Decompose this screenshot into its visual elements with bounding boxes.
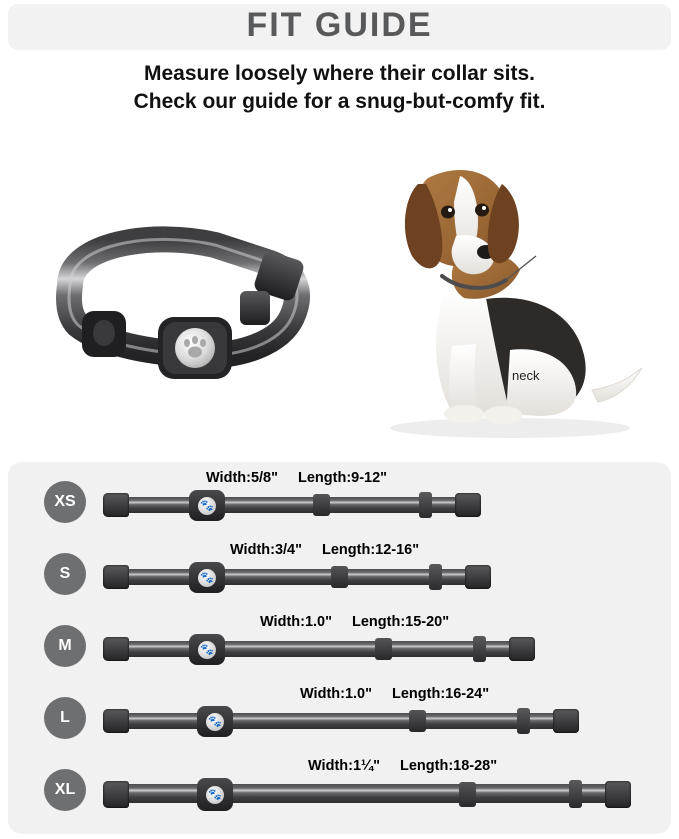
size-badge: XS (44, 481, 86, 523)
dog-photo (360, 140, 660, 440)
size-badge: S (44, 553, 86, 595)
length-label: Length:12-16" (322, 542, 420, 558)
paw-icon: 🐾 (198, 569, 216, 587)
hero-section (0, 130, 679, 450)
width-label: Width:1.0" (260, 614, 332, 630)
size-specs (230, 542, 419, 558)
size-chart-panel (8, 462, 671, 834)
size-specs (260, 614, 449, 630)
paw-icon: 🐾 (206, 713, 224, 731)
width-label: Width:5/8" (206, 470, 278, 486)
size-badge: M (44, 625, 86, 667)
size-specs (300, 686, 489, 702)
width-label: Width:3/4" (230, 542, 302, 558)
collar-illustration (103, 708, 593, 734)
size-badge: XL (44, 769, 86, 811)
table-row[interactable] (8, 686, 671, 752)
paw-icon: 🐾 (198, 641, 216, 659)
length-label: Length:9-12" (298, 470, 388, 486)
collar-product-image (40, 225, 330, 405)
table-row[interactable] (8, 542, 671, 608)
size-specs (308, 758, 497, 774)
length-label: Length:18-28" (400, 758, 498, 774)
width-label: Width:1¼" (308, 758, 380, 774)
collar-illustration (103, 564, 503, 590)
neck-annotation-label: neck (512, 368, 540, 383)
collar-illustration (103, 780, 648, 810)
paw-icon: 🐾 (206, 786, 224, 804)
size-badge: L (44, 697, 86, 739)
table-row[interactable] (8, 614, 671, 680)
table-row[interactable] (8, 758, 671, 824)
table-row[interactable] (8, 470, 671, 536)
subtitle-line-1: Measure loosely where their collar sits. (144, 62, 535, 85)
page-title: FIT GUIDE (246, 6, 433, 44)
paw-icon: 🐾 (198, 497, 216, 515)
collar-illustration (103, 492, 493, 518)
size-specs (206, 470, 387, 486)
length-label: Length:15-20" (352, 614, 450, 630)
page-subtitle (0, 60, 679, 116)
collar-illustration (103, 636, 548, 662)
subtitle-line-2: Check our guide for a snug-but-comfy fit. (133, 90, 546, 113)
length-label: Length:16-24" (392, 686, 490, 702)
width-label: Width:1.0" (300, 686, 372, 702)
